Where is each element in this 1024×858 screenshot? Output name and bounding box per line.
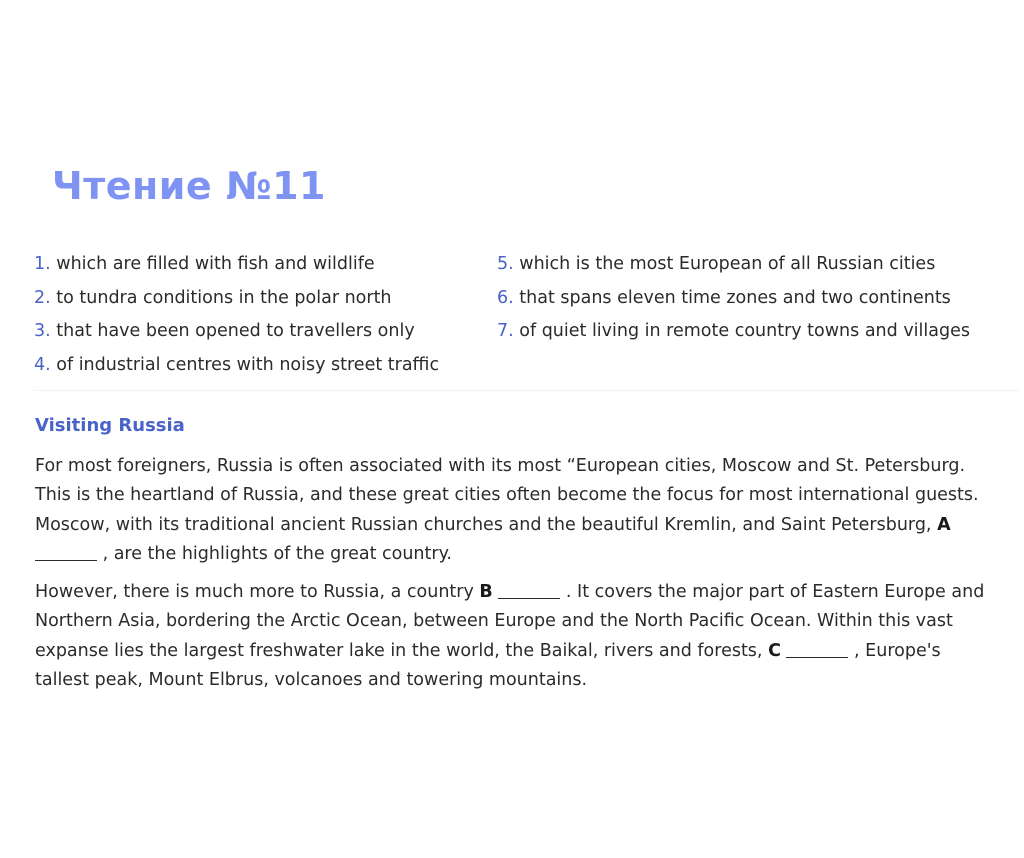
- option-text: which is the most European of all Russian cities: [513, 254, 936, 274]
- option-text: which are filled with fish and wildlife: [50, 254, 375, 274]
- option-number: 2.: [34, 287, 51, 308]
- option-text: of industrial centres with noisy street traffic: [50, 354, 440, 375]
- gap-b-blank[interactable]: [498, 581, 560, 600]
- paragraph-1: [35, 452, 995, 569]
- gap-c-blank[interactable]: [786, 639, 848, 658]
- option-text: of quiet living in remote country towns and villages: [513, 321, 970, 341]
- page-title: Чтение №11: [52, 164, 326, 208]
- paragraph-1-text-before: For most foreigners, Russia is often associated with its most “European cities, Moscow and St. Petersburg. This is the heartland of Russia, and these great cities often become the focus for most international guests. Moscow, with its traditional ancient Russian churches and the beautiful Kremlin, and Saint Petersburg,: [35, 456, 979, 535]
- option-number: 7.: [497, 321, 514, 341]
- option-number: 1.: [34, 254, 51, 274]
- section-divider: [34, 390, 1019, 391]
- option-item-1: [34, 248, 439, 282]
- option-number: 4.: [34, 354, 51, 375]
- gap-b-label: B: [479, 582, 493, 602]
- option-item-5: [497, 248, 970, 282]
- options-list: [34, 248, 1019, 382]
- section-title: Visiting Russia: [35, 415, 185, 436]
- options-column-right: [497, 248, 970, 349]
- option-item-4: [34, 349, 439, 383]
- options-column-left: [34, 248, 439, 382]
- gap-c-label: C: [768, 640, 781, 661]
- option-item-2: [34, 282, 439, 316]
- option-item-6: [497, 282, 970, 316]
- option-item-7: [497, 315, 970, 349]
- option-text: that spans eleven time zones and two continents: [513, 287, 951, 308]
- option-item-3: [34, 315, 439, 349]
- gap-a-blank[interactable]: [35, 542, 97, 561]
- paragraph-2: [35, 578, 995, 695]
- paragraph-2-text-after: , Europe's tallest peak, Mount Elbrus, volcanoes and towering mountains.: [35, 640, 941, 690]
- gap-a-label: A: [937, 514, 951, 535]
- option-text: that have been opened to travellers only: [50, 321, 415, 341]
- option-number: 3.: [34, 321, 51, 341]
- option-number: 6.: [497, 287, 514, 308]
- option-text: to tundra conditions in the polar north: [50, 287, 392, 308]
- option-number: 5.: [497, 254, 514, 274]
- paragraph-2-text-middle: . It covers the major part of Eastern Europe and Northern Asia, bordering the Arctic Ocean, between Europe and the North Pacific Ocean. Within this vast expanse lies the largest freshwater lake in the world, the Baikal, rivers and forests,: [35, 582, 985, 661]
- paragraph-1-text-after: , are the highlights of the great country.: [97, 543, 452, 564]
- paragraph-2-text-before: However, there is much more to Russia, a country: [35, 582, 480, 602]
